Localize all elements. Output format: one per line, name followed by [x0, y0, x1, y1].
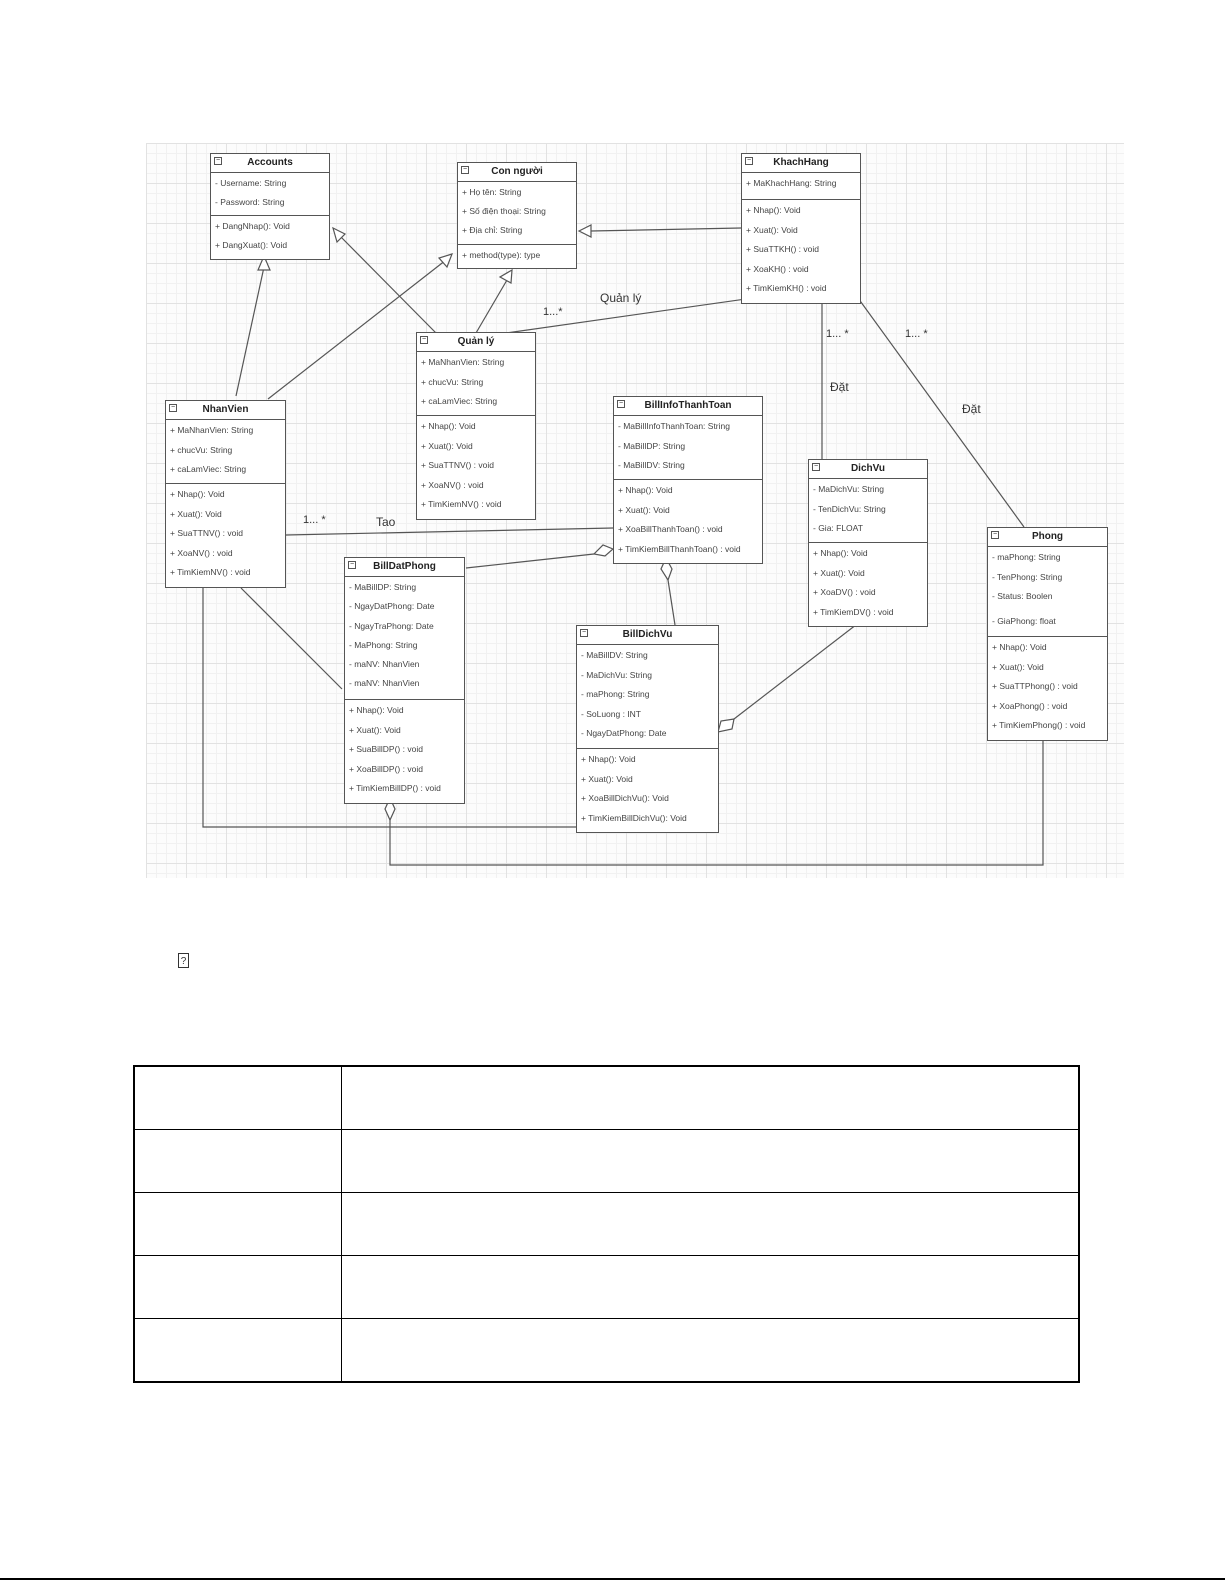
class-member: + SuaTTNV() : void [170, 528, 243, 538]
class-member: - Gia: FLOAT [813, 523, 863, 533]
class-member: + MaNhanVien: String [421, 357, 505, 367]
table-cell [134, 1130, 342, 1193]
class-member: - MaBillDV: String [581, 650, 648, 660]
class-member: - TenDichVu: String [813, 503, 886, 514]
generalization-nhanvien-accounts [236, 267, 264, 396]
table-cell [342, 1256, 1080, 1319]
table-row [134, 1066, 1079, 1130]
class-member: - Username: String [215, 178, 287, 188]
class-nhan-vien [165, 400, 286, 588]
class-title: Accounts [247, 157, 293, 168]
class-member: + Nhap(): Void [746, 205, 801, 215]
class-con-nguoi [457, 162, 577, 269]
table-row [134, 1130, 1079, 1193]
class-member: + Nhap(): Void [581, 754, 636, 764]
multiplicity-khachhang-phong: 1... * [905, 328, 928, 340]
generalization-arrowhead [579, 225, 591, 237]
multiplicity-tao: 1... * [303, 514, 326, 526]
table-cell [342, 1193, 1080, 1256]
class-member: - maPhong: String [581, 689, 650, 699]
aggregation-billdichvu-billinfo [668, 580, 675, 625]
class-member: + XoaNV() : void [421, 479, 484, 490]
multiplicity-quan-ly: 1...* [543, 306, 563, 318]
class-member: + MaKhachHang: String [746, 178, 837, 188]
generalization-quanly-accounts [339, 235, 436, 333]
table-row [134, 1256, 1079, 1319]
association-label-dat-dichvu: Đặt [830, 380, 849, 394]
class-title: NhanVien [202, 404, 249, 415]
class-member: + chucVu: String [170, 444, 233, 455]
class-member: + SuaBillDP() : void [349, 744, 423, 754]
class-member: + Nhap(): Void [813, 548, 868, 558]
class-member: + Địa chỉ: String [462, 225, 523, 235]
class-member: + TimKiemNV() : void [170, 567, 251, 577]
class-member: + Xuat(): Void [813, 567, 865, 578]
class-member: + TimKiemBillThanhToan() : void [618, 543, 741, 554]
class-member: + Xuat(): Void [421, 440, 473, 451]
class-title: KhachHang [773, 157, 829, 168]
class-member: + Nhap(): Void [170, 489, 225, 499]
aggregation-diamond [718, 719, 734, 732]
generalization-khachhang-connguoi [591, 228, 741, 231]
association-label-quan-ly: Quản lý [600, 291, 642, 305]
class-member: - NgayTraPhong: Date [349, 620, 434, 631]
class-member: + TimKiemKH() : void [746, 283, 827, 293]
class-member: + Nhap(): Void [349, 705, 404, 715]
class-member: + TimKiemPhong() : void [992, 720, 1086, 730]
class-member: + Xuat(): Void [992, 661, 1044, 672]
class-member: + method(type): type [462, 250, 541, 260]
collapse-toggle-icon[interactable]: − [813, 463, 819, 470]
table-cell [134, 1193, 342, 1256]
table-cell [134, 1066, 342, 1130]
class-member: + Nhap(): Void [421, 421, 476, 431]
class-member: - TenPhong: String [992, 571, 1063, 582]
table-cell [134, 1319, 342, 1383]
class-member: + XoaKH() : void [746, 263, 809, 274]
page-bottom-rule [0, 1578, 1225, 1580]
collapse-toggle-icon[interactable]: − [421, 336, 427, 343]
uml-class-diagram [146, 143, 1124, 878]
class-title: Quản lý [457, 336, 495, 347]
class-quan-ly [416, 332, 536, 520]
class-member: + SuaTTKH() : void [746, 244, 819, 254]
collapse-toggle-icon[interactable]: − [215, 157, 221, 164]
class-member: + Xuat(): Void [618, 504, 670, 515]
aggregation-billdatphong-billinfo [466, 554, 594, 568]
class-bill-dat-phong [344, 557, 465, 804]
class-khach-hang [741, 153, 861, 304]
class-member: + Số điện thoại: String [462, 206, 546, 216]
missing-glyph-icon: ? [178, 953, 189, 968]
class-member: - MaDichVu: String [581, 669, 653, 680]
class-member: + Xuat(): Void [581, 773, 633, 784]
class-member: - MaBillDP: String [349, 582, 417, 592]
class-member: + Họ tên: String [462, 187, 522, 197]
class-member: + MaNhanVien: String [170, 425, 254, 435]
class-member: - maNV: NhanVien [349, 659, 420, 670]
class-member: + Nhap(): Void [618, 485, 673, 495]
class-member: + TimKiemNV() : void [421, 499, 502, 509]
table-cell [342, 1319, 1080, 1383]
class-member: + DangNhap(): Void [215, 221, 290, 231]
class-bill-info-thanh-toan [613, 396, 763, 564]
class-member: + Xuat(): Void [746, 224, 798, 235]
class-member: + XoaBillDP() : void [349, 763, 423, 774]
class-member: + XoaNV() : void [170, 547, 233, 558]
class-member: - MaPhong: String [349, 639, 418, 650]
class-member: - SoLuong : INT [581, 708, 642, 719]
table-cell [342, 1130, 1080, 1193]
class-member: - MaDichVu: String [813, 484, 885, 494]
table-cell [134, 1256, 342, 1319]
class-member: + caLamViec: String [170, 464, 247, 474]
class-member: - NgayDatPhong: Date [581, 728, 667, 738]
collapse-toggle-icon[interactable]: − [992, 531, 998, 538]
association-label-dat-phong: Đặt [962, 402, 981, 416]
class-phong [987, 527, 1108, 741]
class-title: BillInfoThanhToan [644, 400, 732, 411]
class-member: + Xuat(): Void [349, 724, 401, 735]
class-member: + chucVu: String [421, 376, 484, 387]
class-member: + Nhap(): Void [992, 642, 1047, 652]
table-row [134, 1319, 1079, 1383]
association-label-tao: Tao [376, 515, 396, 529]
class-member: + XoaPhong() : void [992, 700, 1068, 711]
info-table [133, 1065, 1080, 1383]
collapse-toggle-icon[interactable]: − [746, 157, 752, 164]
class-member: + SuaTTPhong() : void [992, 681, 1078, 691]
class-bill-dich-vu [576, 625, 719, 833]
class-member: - GiaPhong: float [992, 615, 1056, 626]
class-member: + XoaDV() : void [813, 587, 876, 597]
association-nhanvien-billdatphong [241, 588, 342, 689]
class-dich-vu [808, 459, 928, 627]
aggregation-diamond [594, 545, 613, 556]
class-member: + TimKiemBillDP() : void [349, 783, 441, 793]
class-member: - MaBillDP: String [618, 440, 686, 451]
class-member: - Status: Boolen [992, 591, 1053, 601]
aggregation-dichvu-billdichvu [734, 621, 861, 719]
class-accounts [210, 153, 330, 260]
table-row [134, 1193, 1079, 1256]
class-member: - maPhong: String [992, 552, 1061, 562]
multiplicity-khachhang-dichvu: 1... * [826, 328, 849, 340]
collapse-toggle-icon[interactable]: − [170, 404, 176, 411]
collapse-toggle-icon[interactable]: − [581, 629, 587, 636]
collapse-toggle-icon[interactable]: − [349, 561, 355, 568]
association-nhanvien-billinfo [286, 528, 613, 535]
class-member: - MaBillInfoThanhToan: String [618, 421, 730, 431]
class-member: + SuaTTNV() : void [421, 460, 494, 470]
class-member: + Xuat(): Void [170, 508, 222, 519]
class-title: Phong [1031, 531, 1064, 542]
collapse-toggle-icon[interactable]: − [618, 400, 624, 407]
class-title: BillDichVu [622, 629, 673, 640]
class-member: - Password: String [215, 197, 285, 207]
class-member: - maNV: NhanVien [349, 678, 420, 689]
class-member: + DangXuat(): Void [215, 240, 288, 250]
class-title: Con người [491, 166, 543, 177]
class-member: + caLamViec: String [421, 396, 498, 406]
collapse-toggle-icon[interactable]: − [462, 166, 468, 173]
class-member: + XoaBillDichVu(): Void [581, 793, 669, 803]
class-member: + XoaBillThanhToan() : void [618, 524, 723, 534]
class-title: DichVu [850, 463, 886, 474]
class-member: - NgayDatPhong: Date [349, 601, 435, 612]
class-title: BillDatPhong [373, 561, 436, 572]
class-member: - MaBillDV: String [618, 460, 685, 470]
table-cell [342, 1066, 1080, 1130]
class-member: + TimKiemBillDichVu(): Void [581, 812, 687, 823]
class-member: + TimKiemDV() : void [813, 606, 894, 617]
generalization-quanly-connguoi [476, 280, 507, 333]
generalization-arrowhead [439, 254, 452, 267]
